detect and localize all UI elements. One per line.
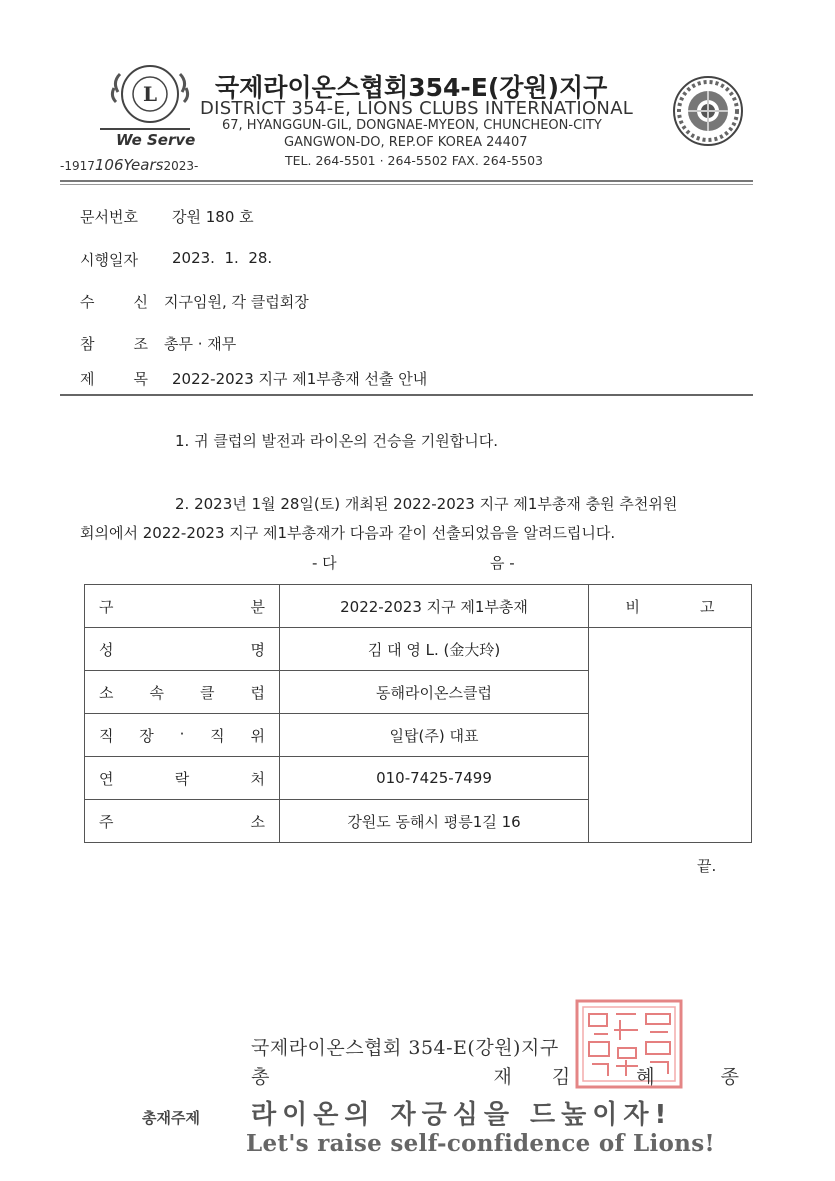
lions-emblem-icon — [110, 62, 190, 132]
nominee-table — [84, 584, 752, 843]
end-mark: 끝. — [697, 857, 717, 875]
row-value: 동해라이온스클럽 — [280, 671, 589, 714]
header-rule-thin — [60, 184, 753, 185]
issuer-signature-line — [251, 1062, 770, 1089]
org-title-ko: 국제라이온스협회354-E(강원)지구 — [215, 73, 608, 102]
doc-no-label: 문서번호 — [80, 208, 138, 226]
address-line1: 67, HYANGGUN-GIL, DONGNAE-MYEON, CHUNCHEON-CITY — [222, 118, 602, 133]
row-label: 성 명 — [85, 628, 280, 671]
paragraph-2-line2: 회의에서 2022-2023 지구 제1부총재가 다음과 같이 선출되었음을 알려드립니다. — [80, 524, 616, 542]
date-label: 시행일자 — [80, 251, 138, 269]
row-value: 강원도 동해시 평릉1길 16 — [280, 800, 589, 843]
doc-no: 강원 180 호 — [172, 208, 254, 226]
english-slogan: Let's raise self-confidence of Lions! — [246, 1130, 715, 1157]
table-header-note: 비 고 — [589, 585, 752, 628]
row-label: 연 락 처 — [85, 757, 280, 800]
issuer-role: 총 재 — [251, 1066, 552, 1088]
table-header-row — [85, 585, 752, 628]
row-value: 김 대 영 L. (金大玲) — [280, 628, 589, 671]
issuer-organization: 국제라이온스협회 354-E(강원)지구 — [251, 1037, 559, 1059]
issuer-name: 김 혜 종 — [551, 1066, 770, 1088]
subject-label: 제 목 — [80, 370, 153, 388]
paragraph-1: 1. 귀 클럽의 발전과 라이온의 건승을 기원합니다. — [175, 432, 498, 450]
reference: 총무 · 재무 — [164, 335, 237, 353]
svg-text:L: L — [142, 82, 158, 106]
row-label: 주 소 — [85, 800, 280, 843]
subject: 2022-2023 지구 제1부총재 선출 안내 — [172, 370, 428, 388]
row-label: 소 속 클 럽 — [85, 671, 280, 714]
divider — [100, 128, 190, 130]
header-rule — [60, 180, 753, 182]
years-badge: -1917106Years2023- — [60, 156, 199, 174]
district-emblem-icon — [672, 75, 744, 147]
reference-label: 참 조 — [80, 335, 153, 353]
org-title-en: DISTRICT 354-E, LIONS CLUBS INTERNATIONAL — [200, 98, 634, 119]
we-serve-motto: We Serve — [116, 131, 196, 149]
row-value: 010-7425-7499 — [280, 757, 589, 800]
table-row — [85, 628, 752, 671]
date: 2023. 1. 28. — [172, 249, 273, 267]
row-value: 일탑(주) 대표 — [280, 714, 589, 757]
label-text: 구 분 — [99, 597, 265, 616]
address-line2: GANGWON-DO, REP.OF KOREA 24407 — [284, 135, 528, 150]
district-motto: 라이온의 자긍심을 드높이자! — [251, 1100, 673, 1130]
recipient: 지구임원, 각 클럽회장 — [164, 293, 309, 311]
paragraph-2-line1: 2. 2023년 1월 28일(토) 개최된 2022-2023 지구 제1부총재 충원 추천위원 — [175, 495, 678, 513]
table-header-value: 2022-2023 지구 제1부총재 — [280, 585, 589, 628]
row-label: 직 장 · 직 위 — [85, 714, 280, 757]
heading-eum: 음 - — [490, 554, 515, 572]
heading-da: - 다 — [312, 554, 337, 572]
motto-label: 총재주제 — [142, 1109, 200, 1127]
note-cell — [589, 628, 752, 843]
table-header-label — [85, 585, 280, 628]
meta-rule — [60, 394, 753, 396]
recipient-label: 수 신 — [80, 293, 153, 311]
tel-fax: TEL. 264-5501 · 264-5502 FAX. 264-5503 — [285, 153, 543, 168]
